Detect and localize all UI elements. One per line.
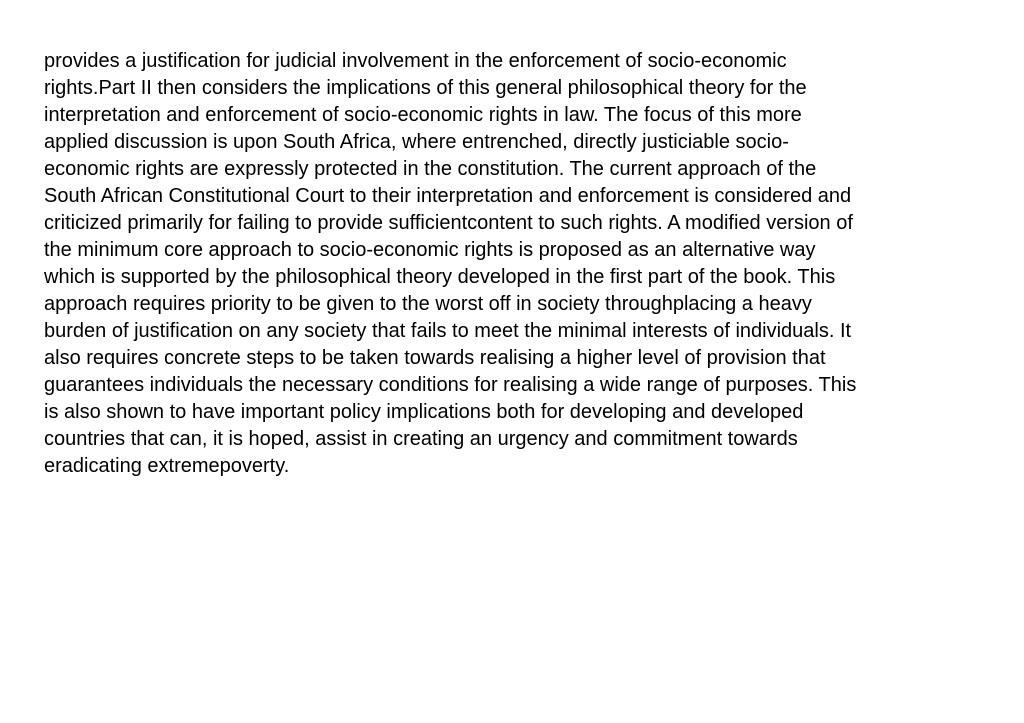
paragraph-line: economic rights are expressly protected in the constitution. The current approach of the (44, 158, 817, 180)
paragraph-line: is also shown to have important policy implications both for developing and developed (44, 401, 804, 423)
paragraph-line: provides a justification for judicial involvement in the enforcement of socio-economic (44, 50, 787, 72)
paragraph-line: the minimum core approach to socio-economic rights is proposed as an alternative way (44, 239, 816, 261)
paragraph-line: interpretation and enforcement of socio-economic rights in law. The focus of this more (44, 104, 802, 126)
paragraph-line: applied discussion is upon South Africa, where entrenched, directly justiciable socio- (44, 131, 789, 153)
paragraph-line: also requires concrete steps to be taken towards realising a higher level of provision that (44, 347, 826, 369)
paragraph-line: which is supported by the philosophical theory developed in the first part of the book. This (44, 266, 836, 288)
paragraph-line: rights.Part II then considers the implications of this general philosophical theory for the (44, 77, 807, 99)
paragraph-line: South African Constitutional Court to their interpretation and enforcement is considered and (44, 185, 852, 207)
paragraph-line: criticized primarily for failing to provide sufficientcontent to such rights. A modified version of (44, 212, 853, 234)
paragraph-line: approach requires priority to be given to the worst off in society throughplacing a heavy (44, 293, 812, 315)
paragraph-line: eradicating extremepoverty. (44, 455, 290, 477)
paragraph-line: guarantees individuals the necessary conditions for realising a wide range of purposes. This (44, 374, 857, 396)
paragraph-line: burden of justification on any society that fails to meet the minimal interests of individuals. It (44, 320, 852, 342)
paragraph-line: countries that can, it is hoped, assist in creating an urgency and commitment towards (44, 428, 798, 450)
body-paragraph (44, 48, 984, 480)
